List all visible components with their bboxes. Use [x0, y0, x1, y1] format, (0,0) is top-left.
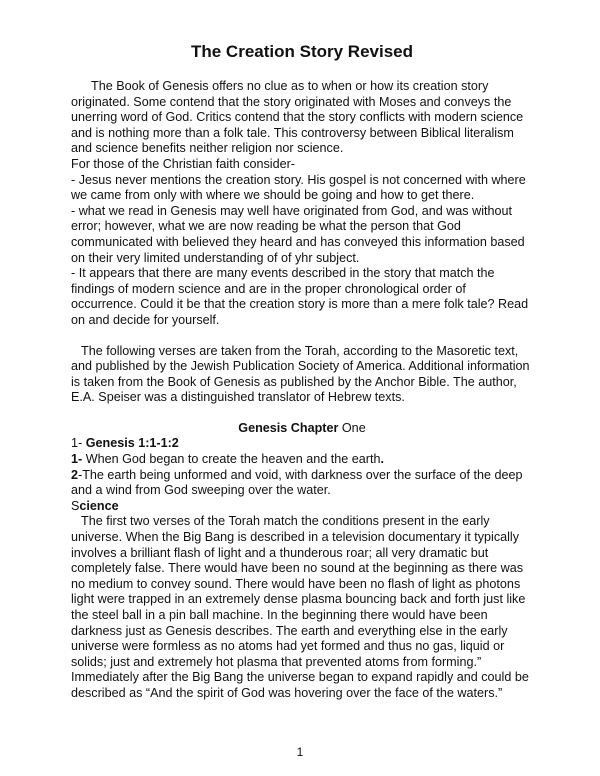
section-reference: Genesis 1:1-1:2	[85, 436, 179, 451]
section-number: 1-	[71, 436, 86, 451]
faith-lead: For those of the Christian faith consider-	[71, 156, 295, 171]
science-heading	[71, 499, 533, 515]
chapter-heading-bold: Genesis Chapter	[238, 420, 339, 435]
chapter-heading	[71, 421, 533, 437]
science-heading-first: S	[71, 498, 80, 513]
point-2: - what we read in Genesis may well have originated from God, and was without error; however, what we are now reading be what the person that God communicated with believed they heard and has conveyed this information based on their very limited understanding of of yhr subject.	[71, 203, 525, 265]
science-paragraph: The first two verses of the Torah match the conditions present in the early universe. When the Big Bang is described in a television documentary it typically involves a brilliant flash of light and a thunderous roar; all very dramatic but completely false. There would have been no sound at the beginning as there was no medium to convey sound. There would have been no flash of light as photons light were trapped in an extremely dense plasma bouncing back and forth just like the steel ball in a pin ball machine. In the beginning there would have been darkness just as Genesis describes. The earth and everything else in the early universe were formless as no atoms had yet formed and thus no gas, liquid or solids; just and extremely hot plasma that prevented atoms from forming.” Immediately after the Big Bang the universe began to expand rapidly and could be described as “And the spirit of God was hovering over the face of the waters.”	[71, 514, 529, 700]
verse-1-number: 1-	[71, 452, 83, 467]
verse-1-end: .	[380, 452, 384, 467]
intro-paragraph: The Book of Genesis offers no clue as to when or how its creation story originated. Some contend that the story originated with Moses and conveys the unerring word of God. Critics contend that the story conflicts with modern science and is nothing more than a folk tale. This controversy between Biblical literalism and science benefits neither religion nor science.	[71, 79, 524, 156]
point-1: - Jesus never mentions the creation story. His gospel is not concerned with where we came from only with where we should be going and how to get there.	[71, 172, 526, 203]
verse-1-text: When God began to create the heaven and the earth	[82, 452, 381, 467]
section-heading	[71, 436, 533, 452]
spacer	[71, 406, 533, 421]
verse-2	[71, 468, 533, 499]
verse-2-number: 2	[71, 467, 79, 482]
chapter-heading-rest: One	[338, 420, 366, 435]
spacer	[71, 329, 533, 344]
science-heading-rest: cience	[79, 498, 119, 513]
verse-2-text: -The earth being unformed and void, with darkness over the surface of the deep and a wind from God sweeping over the water.	[71, 467, 523, 498]
point-3: - It appears that there are many events described in the story that match the findings of modern science and are in the proper chronological order of occurrence. Could it be that the creation story is more than a mere folk tale? Read on and decide for yourself.	[71, 266, 529, 327]
document-page	[71, 42, 533, 702]
document-title: The Creation Story Revised	[190, 42, 413, 61]
verse-1	[71, 452, 533, 468]
sources-paragraph: The following verses are taken from the Torah, according to the Masoretic text, and published by the Jewish Publication Society of America. Additional information is taken from the Book of Genesis as published by the Anchor Bible. The author, E.A. Speiser was a distinguished translator of Hebrew texts.	[71, 343, 530, 405]
page-number: 1	[296, 745, 304, 759]
